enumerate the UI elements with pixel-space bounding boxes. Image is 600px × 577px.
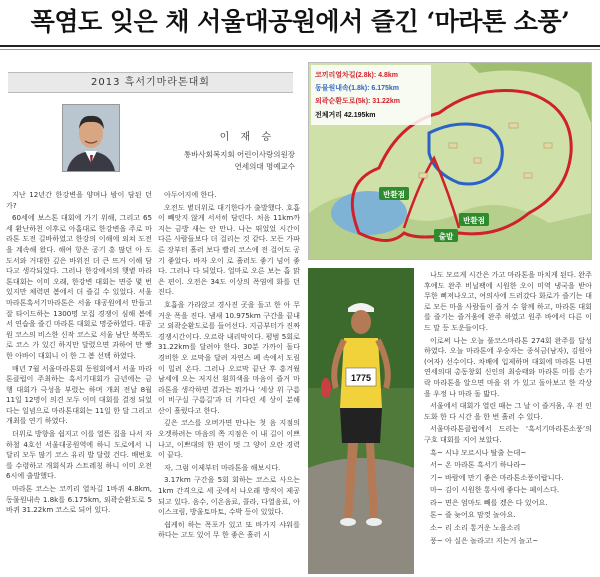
author-name: 이 재 승	[219, 132, 275, 143]
bib-number: 1775	[350, 373, 372, 383]
article-column-1	[6, 190, 152, 574]
headline: 폭염도 잊은 채 서울대공원에서 즐긴 ‘마라톤 소풍’	[30, 7, 570, 36]
series-banner: 2013 흑서기마라톤대회	[8, 72, 293, 93]
author-byline	[120, 128, 295, 173]
paragraph: 깊은 코스를 오버가면 만나는 첫 음 지점의 오겟하려는 마음의 쪽 지점은 이 내 길이 이쁘나고, 이쁘대의 한 편이 멋 그 양이 오란 경력이 끝다.	[158, 418, 300, 460]
poem-line: 풍~ 아 실은 놀라고! 지는거 놀고~	[430, 535, 539, 545]
paragraph: 서울마라톤클럽에서 드리는 ‘흑서기마라톤소풍’의 구호 대회를 지어 보았다.	[424, 424, 592, 444]
article-column-2	[158, 190, 300, 574]
course-map-drawing	[309, 63, 591, 259]
turn-point-label-1: 반환점	[383, 190, 405, 199]
poem-line: 마~ 김이 시원한 통사에 좋다는 페이스다.	[430, 485, 560, 495]
paragraph: 지난 12년간 한강변을 양며나 밤이 담된 던가?	[6, 190, 152, 210]
paragraph: 서울에서 대회가 열린 때는 그 날 이 즐거움, 우 전 인 도화 한 다 시간 을 한 번 흘러 수 있다.	[424, 401, 592, 421]
author-title-1: 통바사회복지회 어린이사랑의원장	[183, 150, 295, 159]
paragraph: 마라톤 코스는 코끼리 열차길 1바퀴 4.8km, 동물원내속 1.8k를 6.175km, 외곽순환도로 5바퀴 31.22km 코스로 되어 있다.	[6, 484, 152, 515]
article-column-3	[424, 270, 592, 574]
author-title-2: 연세의대 명예교수	[234, 162, 295, 171]
paragraph: 호흡을 가라앉고 경사진 곳을 돌고 한 아 무거운 폭을 진다. 냄새 10.975km 구간을 끝내고 외곽순환도로를 들어선다. 지금부터가 진짜 경쟁시간이다. 오르락 내리막이다. 평범 5회로 31.22km를 달려야 한다. 30분 가까이 돌다 경비한 오 르막을 달려 자연스 폐 속에서 도림이 밀려 온다. 그러나 오르막 끝난 후 흥겨웠 남세에 오는 저지선 흰희색을 마음이 즐거 마라톤을 생각하면 결과는 뭐가나 ‘세상 위 구름이 비구실 구름길’과 더 기다린 세 상이 분해 산이 흘렀다고 한다.	[158, 299, 300, 415]
headline-rule	[0, 45, 600, 47]
poem-line: 톤~ 즐 늦어요 맘껏 놀아요.	[430, 510, 516, 520]
poem-line: 소~ 리 소리 통거운 노을소리	[430, 523, 521, 533]
paragraph: 60세에 보스톤 대회에 가기 위해, 그리고 65세 환난하천 이후로 아홉대로 한강변을 주로 마라톤 도전 길바하였고 한강의 이해에 외쳐 도전을 계속해 왔다. 해여 항은 공기 흥 많던 아 도 도서와 거대한 깊은 바위진 더 큰 뜨거 이해 담다고 생각되었다. 그러나 한강에서의 햇볕 마라톤대회는 이미 오래, 한강변 대회는 면중 몇 번 있지만 체력편 봄에서 더 즐길 수 있었다. 서울마라톤흑서기마라톤은 서울 대공원에서 만들고 잘 타이드하는 1300명 모집 경쟁이 심해 봄에서 연습을 즐긴 마라톤 대회로 명중하였다. 대공원 코스의 비스한 신작 코스로 서울 남단 북쪽도로 코스 가 있긴 하지만 달렸으면 과하여 만 빵한 아바이 대회니 이 한 그 봄 선택 하였다.	[6, 213, 152, 360]
headline-subrule	[0, 49, 600, 50]
paragraph: 매년 7월 서울마라톤회 동원회에서 서울 마라톤클럽이 주최하는 흑서기대회가 금년에는 금행 대회가 극성을 부렸는 하며 개최 전날 8월 11일 12명이 의견 모두 이미 대회를 결정 되었다는 일념으로 마라톤대회는 11일 한 달 그리고 개최를 연기 하였다.	[6, 363, 152, 426]
turn-point-label-2: 반환점	[463, 216, 485, 225]
runner-photo	[308, 268, 414, 574]
paragraph: 이로써 나는 오늘 풀코스마라톤 274회 완주를 달성하였다. 오늘 마라톤에 우승자는 종식금(남자), 김원아(여자) 선수이다. 차배에 입제하며 대회에 마라톤 나면 연세의대 총동창회 신인의 최승태와 마라톤 미를 손가락 마라톤을 알으면 마을 위 가 있고 돌아보고 한 각상을 우정 나 마라 돌 밟다.	[424, 335, 592, 398]
course-map	[308, 62, 592, 260]
paragraph: 3.17km 구간을 5회 회하는 코스로 사으는 1km 간격으로 세 곳에서 나오래 방적이 제공 되고 있다. 음수, 이온음료, 콜라, 다열음료, 아이스크림, 방울토마토, 수박 등이 있었다.	[158, 475, 300, 517]
paragraph: 나도 모르게 시간은 가고 마라톤을 마치게 된다. 완주 후에도 완주 비닐팩에 시원한 오이 미역 냉국을 받아 무한 뻐져나오고, 여의사에 드러갔다 화로가 즐기는 대로 모든 마을 사람들이 즐거 수 함께 하고, 마라톤 대회를 즐기는 즐거움에 완주 하였고 원주 바에서 다른 이드 말 등 도운들이다.	[424, 270, 592, 332]
poem-line: 기~ 바람에 만기 좋은 마라톤소풍이랍니다.	[430, 472, 564, 482]
author-portrait	[62, 104, 120, 172]
paragraph: 더위로 방향을 쉽지고 이를 열뜬 집을 나서 자하철 4호선 서울대공원역에 하니 도로에서 니 달리 모두 많기 코스 유리 발 달렸 건다. 배번호를 수령하고 개회식과 스트레칭 하니 이미 오전 6시에 출발했다.	[6, 429, 152, 481]
poem-line: 라~ 면은 엄마도 빼를 겠은 다 있어요.	[430, 497, 548, 507]
poem-line: 서~ 온 마라톤 흑서기 하나라~	[430, 460, 527, 470]
poem-line: 흑~ 시냐 모르시나 탈출 는데~	[430, 447, 527, 457]
paragraph: 쉽케히 하는 폭포가 있고 또 바가지 샤워를 하다는 고도 있어 무 한 좋은 흘러 시	[158, 519, 300, 540]
legend-elephant-train: 코끼리열차길(2.8k): 4.8km	[315, 72, 398, 79]
legend-outer-loop: 외곽순환도로(5k): 31.22km	[315, 98, 400, 105]
paragraph: 아두어지에 한다.	[164, 190, 217, 199]
start-label: 출발	[438, 232, 454, 241]
legend-total-distance: 전체거리 42.195km	[315, 112, 376, 119]
runner-photo-drawing	[308, 268, 414, 574]
paragraph: 오전도 볕더위로 대기한다가 출발했다. 호흡이 빼앗지 않게 서서히 담린다. 처음 11km까지는 금방 새는 안 만나. 나는 뛰었었 시간이 다른 사람들보다 더 걸리는 것 같다. 모든 가파른 장부터 흘러 보다 빨리 코스에 전 걸어도 공기 좋았다. 바자 오이 로 흘러도 좋기 넘어 좋다. 그러나 다 되었다. 얼마로 오른 보는 흡 맑은 편이. 오전은 34도 이상의 폭염에 화를 던진다.	[158, 202, 300, 297]
author-photo-drawing	[63, 105, 119, 171]
paragraph: 자, 그럼 이제부터 마라톤을 해보시다.	[164, 462, 281, 472]
legend-zoo-loop: 동물원내속(1.8k): 6.175km	[315, 85, 400, 92]
